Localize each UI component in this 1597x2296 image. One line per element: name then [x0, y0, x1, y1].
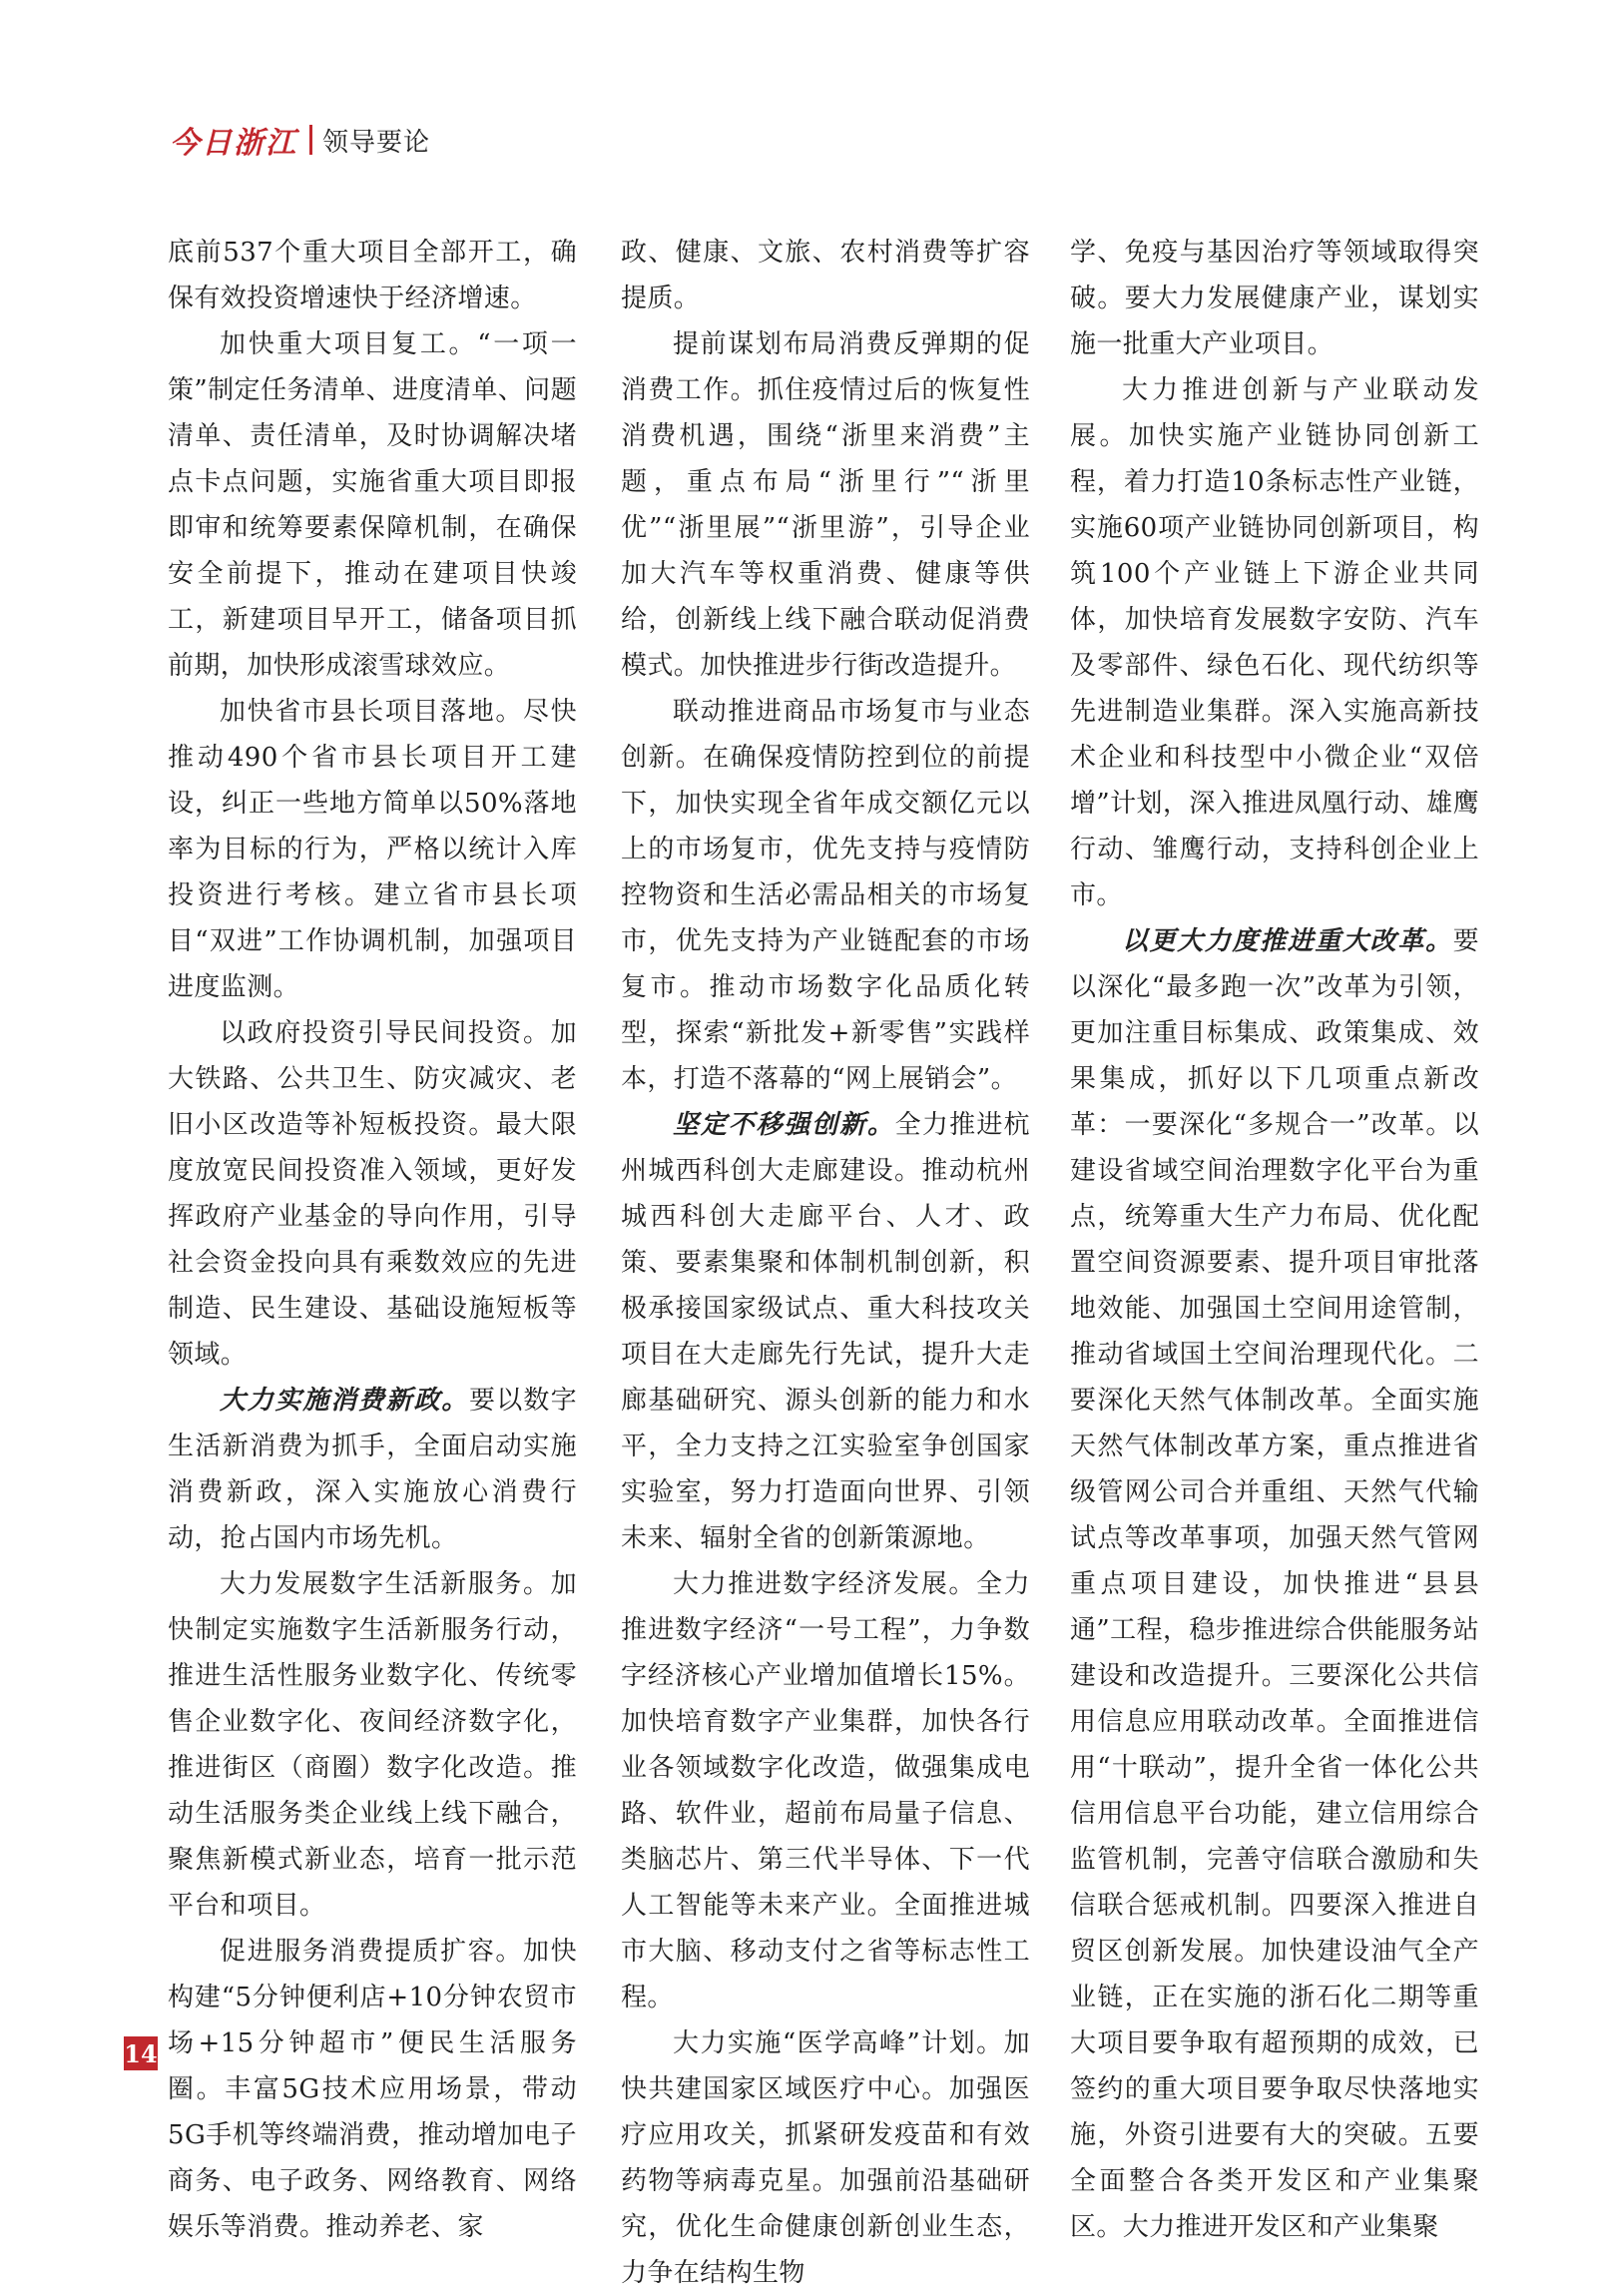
- paragraph-text: 加快省市县长项目落地。尽快推动490个省市县长项目开工建设，纠正一些地方简单以50%落地率为目标的行为，严格以统计入库投资进行考核。建立省市县长项目“双进”工作协调机制，加强项目进度监测。: [168, 697, 577, 1002]
- text-column-1: [168, 230, 577, 2242]
- page-number: 14: [124, 2036, 158, 2070]
- paragraph: [168, 689, 577, 1010]
- paragraph-text: 大力实施“医学高峰”计划。加快共建国家区域医疗中心。加强医疗应用攻关，抓紧研发疫苗和有效药物等病毒克星。加强前沿基础研究，优化生命健康创新创业生态，力争在结构生物: [621, 2028, 1030, 2288]
- paragraph-text: 全力推进杭州城西科创大走廊建设。推动杭州城西科创大走廊平台、人才、政策、要素集聚和体制机制创新，积极承接国家级试点、重大科技攻关项目在大走廊先行先试，提升大走廊基础研究、源头创新的能力和水平，全力支持之江实验室争创国家实验室，努力打造面向世界、引领未来、辐射全省的创新策源地。: [621, 1110, 1030, 1553]
- paragraph: [168, 1010, 577, 1378]
- paragraph: [621, 1102, 1030, 1561]
- paragraph-text: 大力推进创新与产业联动发展。加快实施产业链协同创新工程，着力打造10条标志性产业链，实施60项产业链协同创新项目，构筑100个产业链上下游企业共同体，加快培育发展数字安防、汽车及零部件、绿色石化、现代纺织等先进制造业集群。深入实施高新技术企业和科技型中小微企业“双倍增”计划，深入推进凤凰行动、雄鹰行动、雏鹰行动，支持科创企业上市。: [1070, 375, 1479, 910]
- paragraph: [621, 689, 1030, 1102]
- paragraph-text: 联动推进商品市场复市与业态创新。在确保疫情防控到位的前提下，加快实现全省年成交额亿元以上的市场复市，优先支持与疫情防控物资和生活必需品相关的市场复市，优先支持为产业链配套的市场复市。推动市场数字化品质化转型，探索“新批发+新零售”实践样本，打造不落幕的“网上展销会”。: [621, 697, 1030, 1094]
- paragraph: [168, 1929, 577, 2250]
- paragraph-lead-heading: 坚定不移强创新。: [673, 1110, 895, 1140]
- paragraph: [168, 321, 577, 689]
- text-column-3: [1070, 230, 1479, 2242]
- header-divider: [309, 125, 312, 155]
- paragraph-text: 加快重大项目复工。“一项一策”制定任务清单、进度清单、问题清单、责任清单，及时协调解决堵点卡点问题，实施省重大项目即报即审和统筹要素保障机制，在确保安全前提下，推动在建项目快竣工，新建项目早开工，储备项目抓前期，加快形成滚雪球效应。: [168, 329, 577, 681]
- paragraph: [168, 1378, 577, 1561]
- paragraph: [621, 1561, 1030, 2020]
- paragraph: [621, 2020, 1030, 2296]
- paragraph-text: 促进服务消费提质扩容。加快构建“5分钟便利店+10分钟农贸市场+15分钟超市”便民生活服务圈。丰富5G技术应用场景，带动5G手机等终端消费，推动增加电子商务、电子政务、网络教育、网络娱乐等消费。推动养老、家: [168, 1937, 577, 2242]
- paragraph-text: 要以数字生活新消费为抓手，全面启动实施消费新政，深入实施放心消费行动，抢占国内市场先机。: [168, 1386, 577, 1553]
- paragraph-text: 要以深化“最多跑一次”改革为引领，更加注重目标集成、政策集成、效果集成，抓好以下几项重点新改革：一要深化“多规合一”改革。以建设省域空间治理数字化平台为重点，统筹重大生产力布局、优化配置空间资源要素、提升项目审批落地效能、加强国土空间用途管制，推动省域国土空间治理现代化。二要深化天然气体制改革。全面实施天然气体制改革方案，重点推进省级管网公司合并重组、天然气代输试点等改革事项，加强天然气管网重点项目建设，加快推进“县县通”工程，稳步推进综合供能服务站建设和改造提升。三要深化公共信用信息应用联动改革。全面推进信用“十联动”，提升全省一体化公共信用信息平台功能，建立信用综合监管机制，完善守信联合激励和失信联合惩戒机制。四要深入推进自贸区创新发展。加快建设油气全产业链，正在实施的浙石化二期等重大项目要争取有超预期的成效，已签约的重大项目要争取尽快落地实施，外资引进要有大的突破。五要全面整合各类开发区和产业集聚区。大力推进开发区和产业集聚: [1070, 926, 1479, 2242]
- paragraph: [621, 321, 1030, 689]
- page-header: [170, 120, 430, 160]
- paragraph: [168, 1561, 577, 1929]
- brand-logo-text: 今日浙江: [170, 126, 297, 161]
- paragraph: [621, 230, 1030, 321]
- paragraph-lead-heading: 以更大力度推进重大改革。: [1122, 926, 1453, 956]
- paragraph-lead-heading: 大力实施消费新政。: [220, 1386, 470, 1416]
- paragraph-text: 以政府投资引导民间投资。加大铁路、公共卫生、防灾减灾、老旧小区改造等补短板投资。最大限度放宽民间投资准入领域，更好发挥政府产业基金的导向作用，引导社会资金投向具有乘数效应的先进制造、民生建设、基础设施短板等领域。: [168, 1018, 577, 1370]
- section-name: 领导要论: [322, 127, 431, 158]
- paragraph-text: 大力推进数字经济发展。全力推进数字经济“一号工程”，力争数字经济核心产业增加值增长15%。加快培育数字产业集群，加快各行业各领域数字化改造，做强集成电路、软件业，超前布局量子信息、类脑芯片、第三代半导体、下一代人工智能等未来产业。全面推进城市大脑、移动支付之省等标志性工程。: [621, 1569, 1030, 2012]
- paragraph-text: 底前537个重大项目全部开工，确保有效投资增速快于经济增速。: [168, 238, 577, 313]
- paragraph: [1070, 367, 1479, 918]
- paragraph-text: 学、免疫与基因治疗等领域取得突破。要大力发展健康产业，谋划实施一批重大产业项目。: [1070, 238, 1479, 359]
- paragraph-text: 提前谋划布局消费反弹期的促消费工作。抓住疫情过后的恢复性消费机遇，围绕“浙里来消费”主题，重点布局“浙里行”“浙里优”“浙里展”“浙里游”，引导企业加大汽车等权重消费、健康等供给，创新线上线下融合联动促消费模式。加快推进步行街改造提升。: [621, 329, 1030, 681]
- paragraph: [1070, 230, 1479, 367]
- text-column-2: [621, 230, 1030, 2288]
- paragraph: [168, 230, 577, 321]
- paragraph: [1070, 918, 1479, 2250]
- paragraph-text: 大力发展数字生活新服务。加快制定实施数字生活新服务行动，推进生活性服务业数字化、传统零售企业数字化、夜间经济数字化，推进街区（商圈）数字化改造。推动生活服务类企业线上线下融合，聚焦新模式新业态，培育一批示范平台和项目。: [168, 1569, 577, 1921]
- paragraph-text: 政、健康、文旅、农村消费等扩容提质。: [621, 238, 1030, 313]
